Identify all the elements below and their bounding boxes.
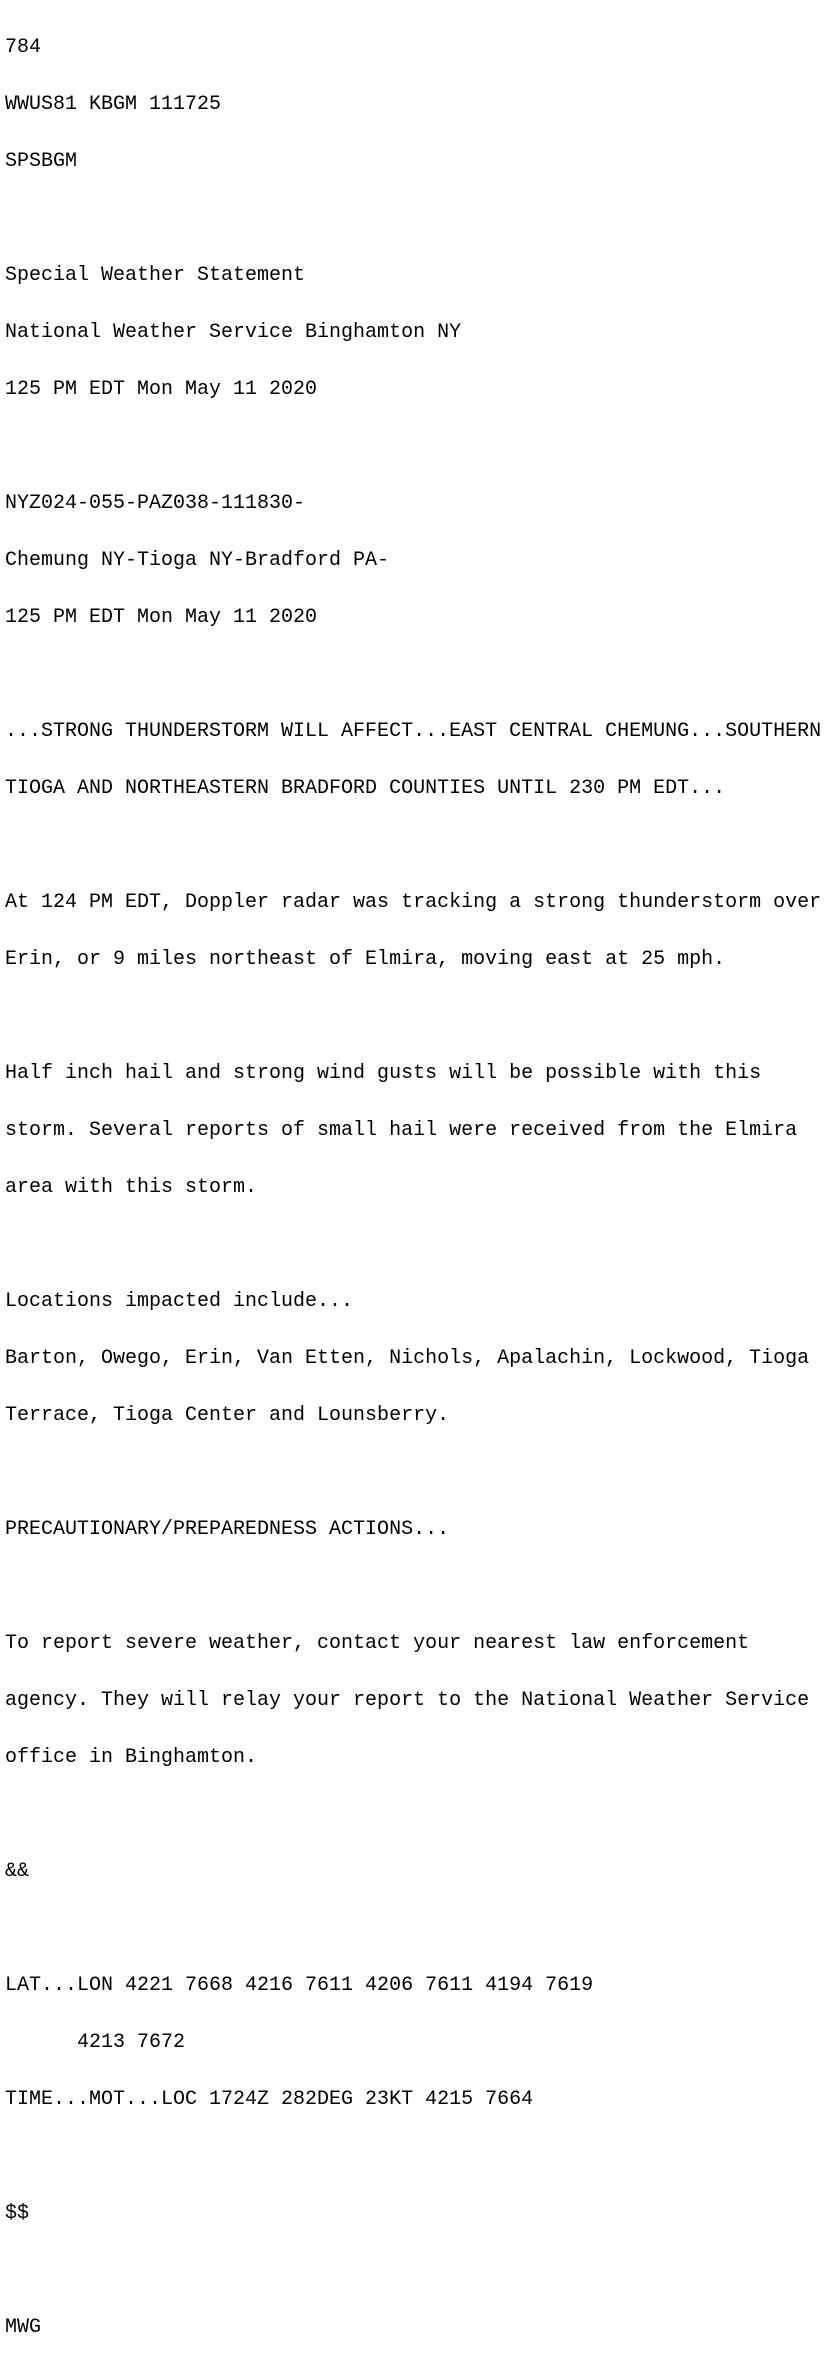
blank-line — [5, 1805, 825, 1824]
radar-paragraph-line: At 124 PM EDT, Doppler radar was tracking a strong thunderstorm over — [5, 891, 822, 914]
actions-heading: PRECAUTIONARY/PREPAREDNESS ACTIONS... — [5, 1518, 450, 1541]
blank-line — [5, 209, 825, 228]
product-id: 784 — [5, 36, 42, 59]
issuing-office: National Weather Service Binghamton NY — [5, 321, 462, 344]
segment-issue-time: 125 PM EDT Mon May 11 2020 — [5, 606, 318, 629]
hazard-paragraph-line: area with this storm. — [5, 1176, 258, 1199]
blank-line — [5, 836, 825, 855]
locations-heading: Locations impacted include... — [5, 1290, 354, 1313]
wmo-header: WWUS81 KBGM 111725 — [5, 93, 222, 116]
headline-line: TIOGA AND NORTHEASTERN BRADFORD COUNTIES UNTIL 230 PM EDT... — [5, 777, 726, 800]
blank-line — [5, 1919, 825, 1938]
blank-line — [5, 2261, 825, 2280]
locations-line: Barton, Owego, Erin, Van Etten, Nichols, Apalachin, Lockwood, Tioga — [5, 1347, 810, 1370]
blank-line — [5, 1577, 825, 1596]
blank-line — [5, 1463, 825, 1482]
blank-line — [5, 1007, 825, 1026]
blank-line — [5, 437, 825, 456]
latlon-line: LAT...LON 4221 7668 4216 7611 4206 7611 4194 7619 — [5, 1974, 594, 1997]
blank-line — [5, 665, 825, 684]
section-separator: && — [5, 1860, 30, 1883]
hazard-paragraph-line: storm. Several reports of small hail were received from the Elmira — [5, 1119, 798, 1142]
author-initials: MWG — [5, 2316, 42, 2339]
latlon-line: 4213 7672 — [5, 2031, 186, 2054]
report-paragraph-line: office in Binghamton. — [5, 1746, 258, 1769]
issue-time: 125 PM EDT Mon May 11 2020 — [5, 378, 318, 401]
zone-names: Chemung NY-Tioga NY-Bradford PA- — [5, 549, 390, 572]
product-name: Special Weather Statement — [5, 264, 306, 287]
hazard-paragraph-line: Half inch hail and strong wind gusts will be possible with this — [5, 1062, 762, 1085]
locations-line: Terrace, Tioga Center and Lounsberry. — [5, 1404, 450, 1427]
radar-paragraph-line: Erin, or 9 miles northeast of Elmira, moving east at 25 mph. — [5, 948, 726, 971]
headline-line: ...STRONG THUNDERSTORM WILL AFFECT...EAST CENTRAL CHEMUNG...SOUTHERN — [5, 720, 822, 743]
report-paragraph-line: agency. They will relay your report to the National Weather Service — [5, 1689, 810, 1712]
report-paragraph-line: To report severe weather, contact your nearest law enforcement — [5, 1632, 750, 1655]
blank-line — [5, 1235, 825, 1254]
end-marker: $$ — [5, 2202, 30, 2225]
blank-line — [5, 2147, 825, 2166]
ugc-codes: NYZ024-055-PAZ038-111830- — [5, 492, 306, 515]
time-mot-loc: TIME...MOT...LOC 1724Z 282DEG 23KT 4215 7664 — [5, 2088, 534, 2111]
awips-id: SPSBGM — [5, 150, 78, 173]
